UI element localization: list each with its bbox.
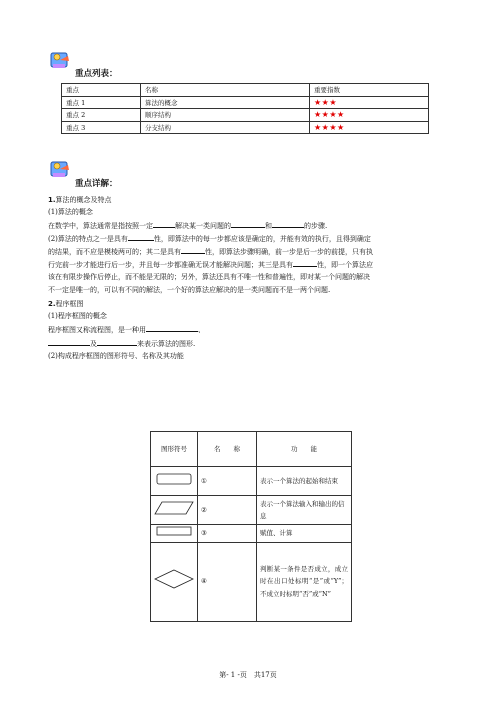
item1-number: 1. xyxy=(48,196,56,204)
parallelogram-symbol xyxy=(151,496,198,525)
blank-field xyxy=(153,220,175,228)
item2-title: 程序框图 xyxy=(55,300,84,308)
importance-stars: ★★★★ xyxy=(310,109,429,122)
symbol-function: 表示一个算法的起始和结束 xyxy=(257,467,352,496)
item1-paragraph2-line2: 的结果，而不应是模棱两可的；其二是具有 性，即算法步骤明确，前一步是后一步的前提，只有执 xyxy=(48,248,373,256)
cell-name: 分支结构 xyxy=(141,121,310,134)
item1-title: 算法的概念及特点 xyxy=(55,196,112,204)
table-row xyxy=(151,542,352,621)
cell-point: 重点 3 xyxy=(62,121,141,134)
cell-point: 重点 1 xyxy=(62,96,141,109)
header-symbol: 图形符号 xyxy=(151,432,198,467)
symbol-function: 赋值、计算 xyxy=(257,525,352,543)
blank-field xyxy=(231,220,265,228)
blank-field xyxy=(48,338,90,346)
table-row xyxy=(62,96,429,109)
symbol-name: ③ xyxy=(198,525,257,543)
blank-field xyxy=(293,259,317,267)
cell-name: 顺序结构 xyxy=(141,109,310,122)
table-row xyxy=(151,525,352,543)
importance-stars: ★★★★ xyxy=(310,121,429,134)
item2-paragraph1: 程序框图又称流程图，是一种用 、 xyxy=(48,326,205,334)
terminal-symbol xyxy=(151,467,198,496)
symbol-name: ② xyxy=(198,496,257,525)
header-name: 名 称 xyxy=(198,432,257,467)
blank-field xyxy=(97,338,137,346)
blank-field xyxy=(272,220,304,228)
item1-paragraph2-line4: 该在有限步操作后停止，而不能是无限的；另外，算法还具有不唯一性和普遍性，即对某一个问题的解决 xyxy=(48,273,370,281)
symbol-function: 判断某一条件是否成立，成立时在出口处标明“是”或“Y”；不成立时标明“否”或“N” xyxy=(257,542,352,621)
table-row xyxy=(62,109,429,122)
item1-paragraph1: 在数学中，算法通常是指按照一定 解决某一类问题的 和 的步骤. xyxy=(48,222,328,230)
item1-paragraph2-line1: (2)算法的特点之一是具有 性，即算法中的每一步都应该是确定的，并能有效的执行，且得到确定 xyxy=(48,235,371,243)
key-points-icon xyxy=(48,48,72,72)
item1-heading xyxy=(48,195,458,206)
cell-name: 算法的概念 xyxy=(141,96,310,109)
symbol-name: ① xyxy=(198,467,257,496)
header-name: 名称 xyxy=(141,84,310,97)
item2-heading xyxy=(48,299,458,310)
item2-sub1: (1)程序框图的概念 xyxy=(48,312,107,320)
item1-paragraph2-line3: 行完前一步才能进行后一步，并且每一步都准确无误才能解决问题；其三是具有 性，即一个算法应 xyxy=(48,261,373,269)
section-title-key-points: 重点列表： xyxy=(75,69,118,79)
section-title-details: 重点详解： xyxy=(75,179,118,189)
table-row xyxy=(151,496,352,525)
header-importance: 重要指数 xyxy=(310,84,429,97)
page-footer: 第- 1 -页 共17页 xyxy=(219,671,277,679)
item1-paragraph2-line5: 不一定是唯一的，可以有不同的解法，一个好的算法应解决的是一类问题而不是一两个问题. xyxy=(48,286,331,294)
item2-sub2: (2)构成程序框图的图形符号、名称及其功能 xyxy=(48,352,184,360)
key-points-table xyxy=(61,83,429,134)
item2-paragraph2: 及 来表示算法的图形. xyxy=(48,338,458,350)
details-icon xyxy=(48,157,72,181)
cell-point: 重点 2 xyxy=(62,109,141,122)
rectangle-symbol xyxy=(151,525,198,543)
blank-field xyxy=(181,246,205,254)
table-row xyxy=(62,121,429,134)
table-header-row xyxy=(151,432,352,467)
item1-sub1: (1)算法的概念 xyxy=(48,208,93,216)
table-header-row xyxy=(62,84,429,97)
table-row xyxy=(151,467,352,496)
blank-field xyxy=(146,324,198,332)
header-point: 重点 xyxy=(62,84,141,97)
header-function: 功 能 xyxy=(257,432,352,467)
flowchart-symbols-table xyxy=(150,431,352,622)
item2-number: 2. xyxy=(48,300,56,308)
symbol-name: ④ xyxy=(198,542,257,621)
importance-stars: ★★★ xyxy=(310,96,429,109)
blank-field xyxy=(128,233,154,241)
symbol-function: 表示一个算法输入和输出的信息 xyxy=(257,496,352,525)
diamond-symbol xyxy=(151,542,198,621)
